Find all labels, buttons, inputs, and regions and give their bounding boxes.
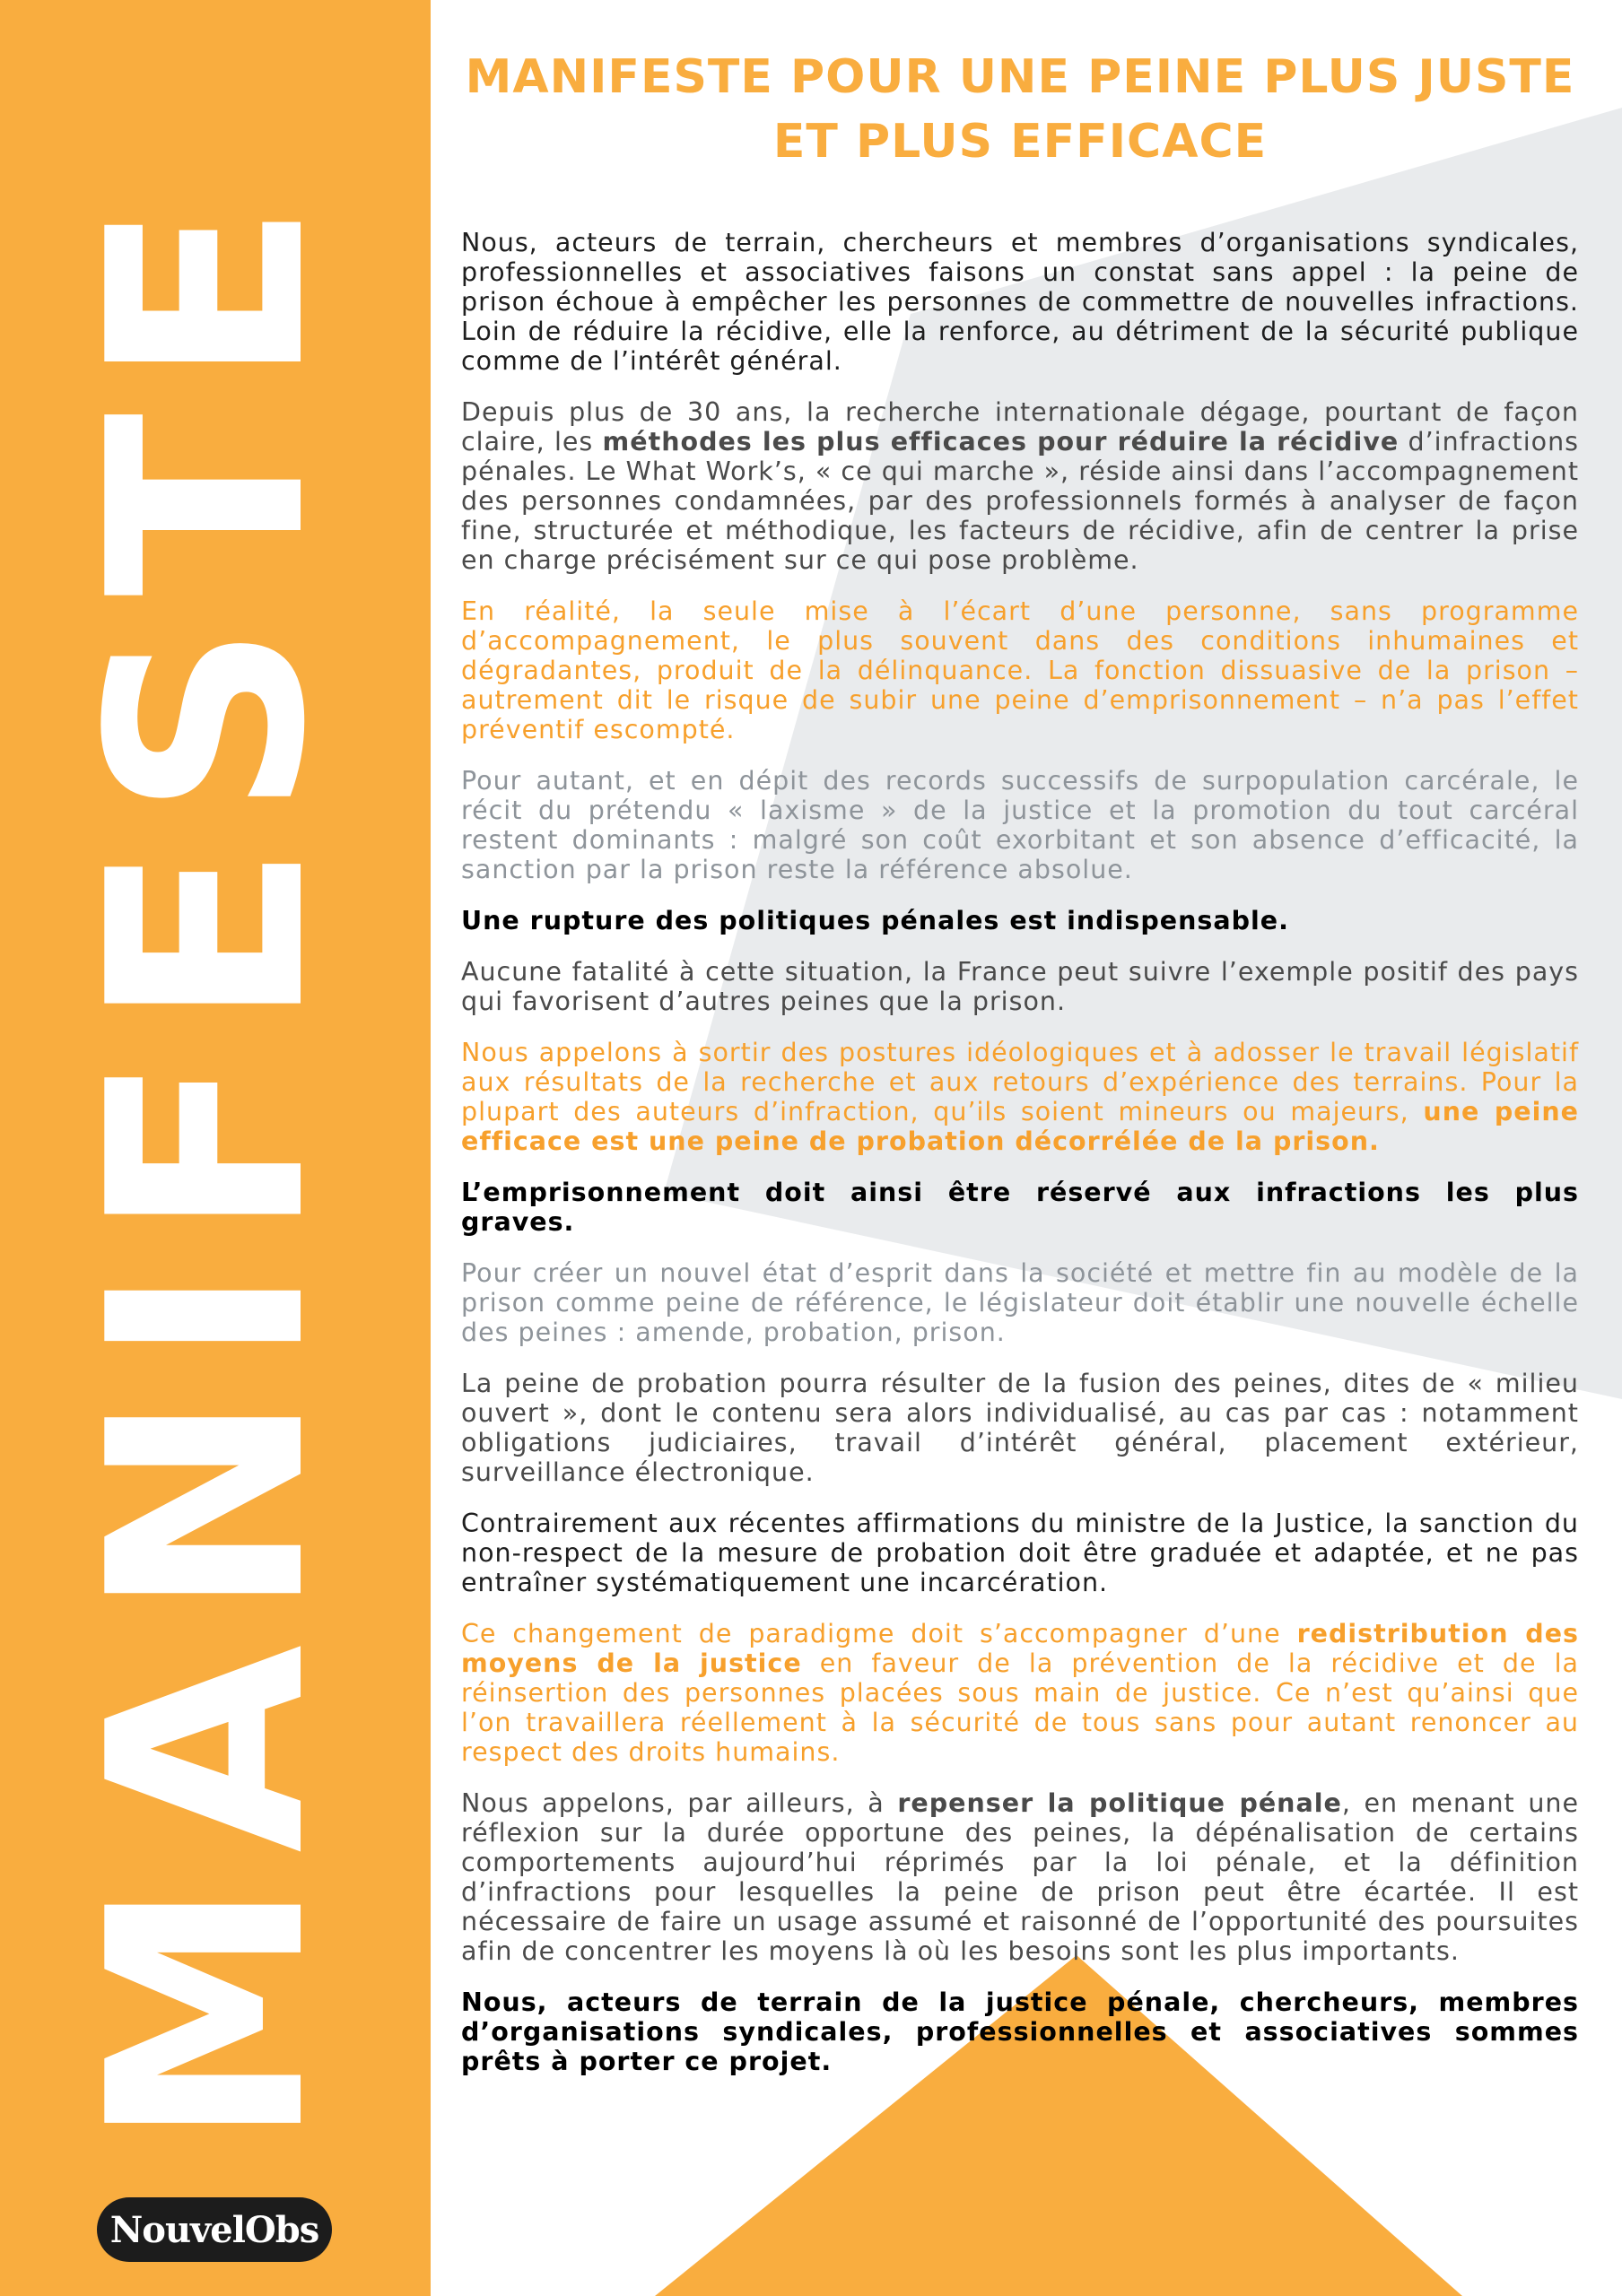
paragraph-appel-postures xyxy=(461,1038,1579,1156)
bold-run: redistribution des moyens de la justice xyxy=(461,1619,1579,1678)
text-run: d’infractions pénales. Le What Work’s, « ce qui marche », réside ainsi dans l’accompagnement des personnes condamnées, par des professionnels formés à analyser de façon fine, structurée et méthodique, les facteurs de récidive, afin de centrer la prise en charge précisément sur ce qui pose problème. xyxy=(461,427,1579,575)
text-run: , en menant une réflexion sur la durée opportune des peines, la dépénalisation de certains comportements aujourd’hui réprimés par la loi pénale, et la définition d’infractions pour lesquelles la peine de prison peut être écartée. Il est nécessaire de faire un usage assumé et raisonné de l’opportunité des poursuites afin de concentrer les moyens là où les besoins sont les plus importants. xyxy=(461,1788,1579,1966)
paragraph-recherche xyxy=(461,397,1579,575)
paragraph-ministre: Contrairement aux récentes affirmations du ministre de la Justice, la sanction du non-respect de la mesure de probation doit être graduée et adaptée, et ne pas entraîner systématiquement une incarcération. xyxy=(461,1509,1579,1597)
article xyxy=(461,45,1579,2098)
paragraph-politique-penale xyxy=(461,1788,1579,1966)
paragraph-fatalite: Aucune fatalité à cette situation, la France peut suivre l’exemple positif des pays qui favorisent d’autres peines que la prison. xyxy=(461,957,1579,1016)
nouvel-obs-logo: NouvelObs xyxy=(97,2197,332,2262)
text-run: Depuis plus de 30 ans, la recherche internationale dégage, pourtant de façon claire, les xyxy=(461,397,1579,457)
text-run: Nous appelons, par ailleurs, à xyxy=(461,1788,898,1818)
sidebar xyxy=(0,0,431,2296)
title-line-1: MANIFESTE POUR UNE PEINE PLUS JUSTE xyxy=(465,50,1575,104)
paragraph-probation: La peine de probation pourra résulter de la fusion des peines, dites de « milieu ouvert », dont le contenu sera alors individualisé, au cas par cas : notamment obligations judiciaires, travail d’intérêt général, placement extérieur, surveillance électronique. xyxy=(461,1369,1579,1487)
bold-run: une peine efficace est une peine de probation décorrélée de la prison. xyxy=(461,1097,1579,1156)
paragraph-paradigme xyxy=(461,1619,1579,1767)
paragraph-echelle-peines: Pour créer un nouvel état d’esprit dans la société et mettre fin au modèle de la prison comme peine de référence, le législateur doit établir une nouvelle échelle des peines : amende, probation, prison. xyxy=(461,1258,1579,1347)
vertical-title: MANIFESTE xyxy=(51,175,364,2148)
paragraph-pour-autant: Pour autant, et en dépit des records successifs de surpopulation carcérale, le récit du prétendu « laxisme » de la justice et la promotion du tout carcéral restent dominants : malgré son coût exorbitant et son absence d’efficacité, la sanction par la prison reste la référence absolue. xyxy=(461,766,1579,884)
heading-emprisonnement: L’emprisonnement doit ainsi être réservé aux infractions les plus graves. xyxy=(461,1178,1579,1237)
paragraph-constat: Nous, acteurs de terrain, chercheurs et membres d’organisations syndicales, professionnelles et associatives faisons un constat sans appel : la peine de prison échoue à empêcher les personnes de commettre de nouvelles infractions. Loin de réduire la récidive, elle la renforce, au détriment de la sécurité publique comme de l’intérêt général. xyxy=(461,228,1579,376)
page-title xyxy=(461,45,1579,174)
bold-run: repenser la politique pénale xyxy=(897,1788,1342,1818)
paragraph-realite: En réalité, la seule mise à l’écart d’une personne, sans programme d’accompagnement, le plus souvent dans des conditions inhumaines et dégradantes, produit de la délinquance. La fonction dissuasive de la prison – autrement dit le risque de subir une peine d’emprisonnement – n’a pas l’effet préventif escompté. xyxy=(461,596,1579,744)
text-run: Nous appelons à sortir des postures idéologiques et à adosser le travail législatif aux résultats de la recherche et aux retours d’expérience des terrains. Pour la plupart des auteurs d’infraction, qu’ils soient mineurs ou majeurs, xyxy=(461,1038,1579,1126)
closing-statement: Nous, acteurs de terrain de la justice pénale, chercheurs, membres d’organisations syndicales, professionnelles et associatives sommes prêts à porter ce projet. xyxy=(461,1987,1579,2076)
title-line-2: ET PLUS EFFICACE xyxy=(772,115,1268,169)
text-run: Ce changement de paradigme doit s’accompagner d’une xyxy=(461,1619,1297,1648)
bold-run: méthodes les plus efficaces pour réduire la récidive xyxy=(602,427,1400,457)
text-run: en faveur de la prévention de la récidive et de la réinsertion des personnes placées sous main de justice. Ce n’est qu’ainsi que l’on travaillera réellement à la sécurité de tous sans pour autant renoncer au respect des droits humains. xyxy=(461,1648,1579,1767)
heading-rupture: Une rupture des politiques pénales est indispensable. xyxy=(461,906,1289,935)
